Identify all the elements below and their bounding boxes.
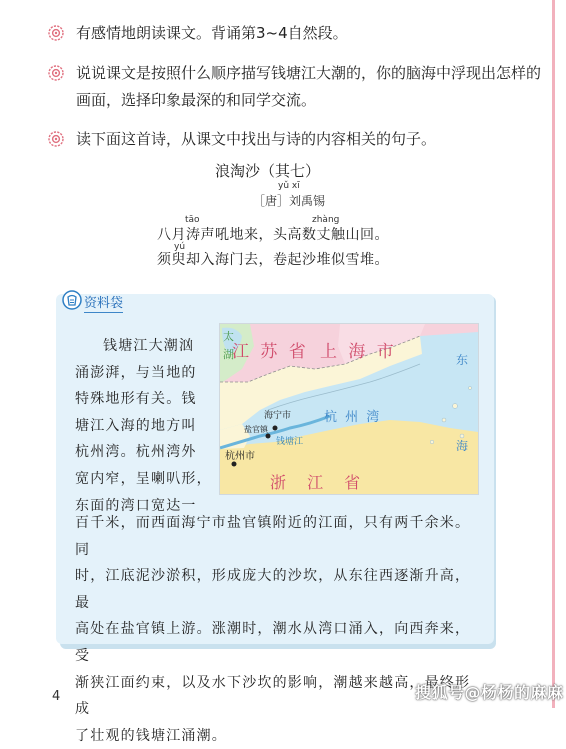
map-label-hai: 海 (456, 439, 469, 453)
pinyin-tao: tāo (185, 215, 200, 225)
question-text: 有感情地朗读课文。背诵第3~4自然段。 (76, 24, 348, 42)
flower-bullet-icon (48, 65, 64, 81)
question-text: 读下面这首诗，从课文中找出与诗的内容相关的句子。 (76, 130, 437, 148)
page-edge-stripe (552, 0, 555, 708)
prose-line: 渐狭江面约束，以及水下沙坎的影响，潮越来越高，最终形成 (75, 674, 471, 718)
map-label-hangzhou: 杭州市 (225, 451, 255, 462)
map-label-yanguan: 盐官镇 (244, 425, 268, 434)
prose-line: 杭州湾。杭州湾外 (75, 444, 197, 461)
prose-line: 特殊地形有关。钱 (75, 391, 197, 408)
question-1 (48, 20, 548, 47)
question-3 (48, 126, 548, 153)
poem-title: 浪淘沙（其七） (215, 162, 321, 180)
info-box-title: 资料袋 (84, 292, 123, 313)
map-label-tai: 太 (223, 330, 234, 343)
prose-line: 东面的湾口宽达一 (75, 497, 197, 514)
flower-bullet-icon (48, 131, 64, 147)
pinyin-yu: yú (174, 242, 186, 252)
prose-line: 钱塘江大潮汹 (103, 338, 195, 354)
question-text: 说说课文是按照什么顺序描写钱塘江大潮的，你的脑海中浮现出怎样的画面，选择印象最深的和同学交流。 (76, 64, 542, 109)
flower-bullet-icon (48, 25, 64, 41)
page-number: 4 (52, 689, 61, 704)
map-label-zhejiang: 浙 江 省 (270, 473, 369, 492)
qiantang-map (219, 323, 479, 495)
prose-line: 涌澎湃，与当地的 (75, 364, 197, 381)
info-prose-full (75, 510, 485, 749)
question-2 (48, 60, 548, 114)
map-label-shanghai: 上 海 市 (320, 342, 397, 362)
poem-line-1: 八月涛声吼地来，头高数丈触山回。 (157, 227, 389, 243)
prose-line: 百千米，而西面海宁市盐官镇附近的江面，只有两千余米。同 (75, 515, 471, 558)
poem-line-2: 须臾却入海门去，卷起沙堆似雪堆。 (157, 252, 389, 268)
map-label-hu: 湖 (223, 348, 234, 361)
map-label-haining: 海宁市 (264, 411, 292, 421)
map-label-hangzhouwan: 杭 州 湾 (324, 410, 382, 425)
pinyin-zhang: zhàng (312, 215, 340, 225)
prose-line: 宽内窄，呈喇叭形， (75, 470, 212, 487)
info-pouch-icon (62, 290, 82, 310)
watermark: 搜狐号@杨杨的麻麻 (415, 683, 564, 702)
map-label-dong: 东 (456, 353, 469, 367)
map-label-jiangsu: 江 苏 省 (232, 342, 309, 362)
prose-line: 了壮观的钱塘江涌潮。 (75, 727, 227, 744)
prose-line: 时，江底泥沙淤积，形成庞大的沙坎，从东往西逐渐升高，最 (75, 568, 471, 611)
map-label-qiantang: 钱塘江 (276, 437, 304, 447)
info-prose-left (75, 333, 220, 519)
prose-line: 高处在盐官镇上游。涨潮时，潮水从湾口涌入，向西奔来，受 (75, 621, 471, 664)
prose-line: 塘江入海的地方叫 (75, 417, 197, 434)
poem-author: ［唐］刘禹锡 (253, 194, 326, 208)
author-pinyin: yǔ xī (278, 181, 300, 191)
